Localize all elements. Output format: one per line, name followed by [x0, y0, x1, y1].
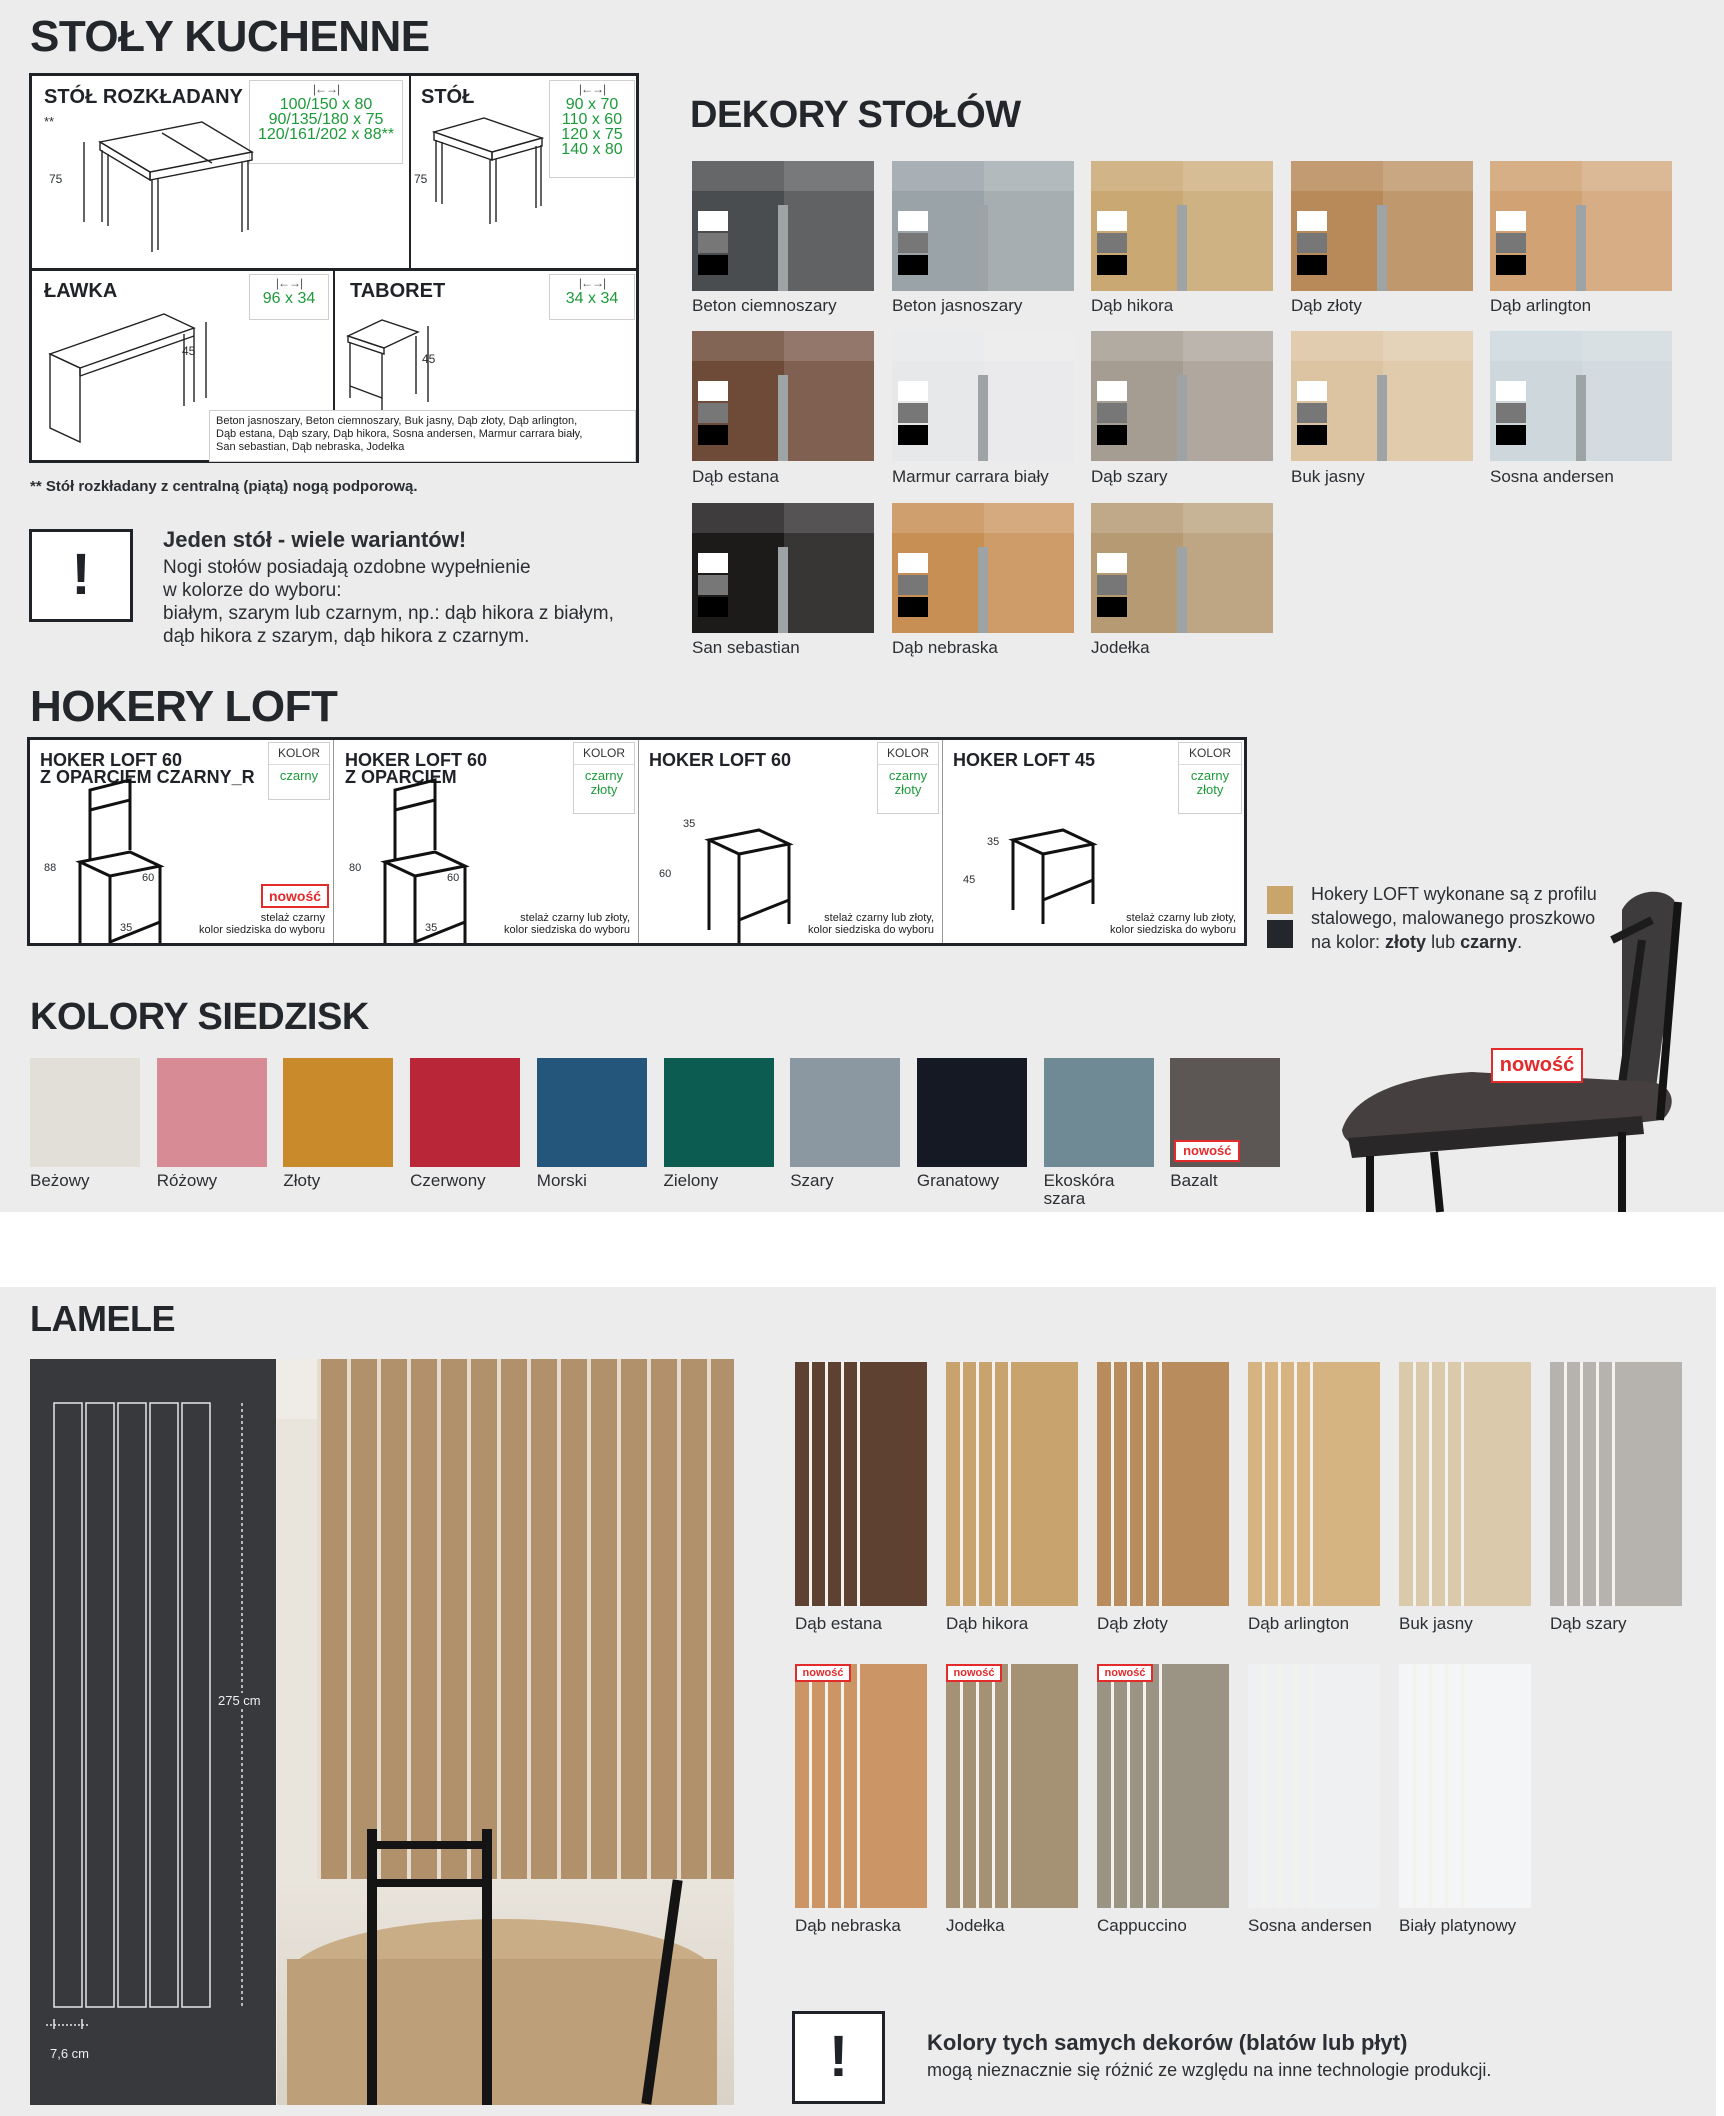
width-arrow-icon: |←→| [578, 276, 606, 290]
lamele-title: LAMELE [30, 1298, 175, 1339]
size-line: 34 x 34 [565, 290, 619, 307]
decor-label: Beton jasnoszary [892, 296, 1023, 315]
frame-info-text: . [1517, 932, 1523, 952]
decor-list-line: San sebastian, Dąb nebraska, Jodełka [216, 441, 405, 453]
chair-new-badge: nowość [1491, 1048, 1583, 1083]
lamele-label: Biały platynowy [1399, 1916, 1517, 1935]
stool-dim: 60 [142, 872, 155, 884]
size-line: 100/150 x 80 [279, 96, 373, 113]
seat-color-label: Beżowy [30, 1171, 90, 1190]
extendable-table-title: STÓŁ ROZKŁADANY [44, 86, 243, 108]
lamele-label: Jodełka [946, 1916, 1005, 1935]
stool-note: stelaż czarny lub złoty, kolor siedziska do wyboru [1110, 912, 1236, 936]
decors-title: DEKORY STOŁÓW [690, 94, 1021, 136]
seat-color-swatch [30, 1058, 140, 1167]
stool-drawing [342, 306, 462, 426]
decor-label: Jodełka [1091, 638, 1150, 657]
frame-gold-label: złoty [1385, 932, 1427, 952]
lamele-label: Dąb nebraska [795, 1916, 901, 1935]
decor-swatch [692, 161, 874, 291]
stool-name: HOKER LOFT 60 Z OPARCIEM [345, 750, 488, 787]
seat-new-badge: nowość [1174, 1140, 1240, 1162]
lamele-room-photo [277, 1359, 734, 2105]
size-line: 140 x 80 [561, 141, 623, 158]
seat-color-swatch [790, 1058, 900, 1167]
table-drawing [424, 112, 564, 232]
decor-label: Buk jasny [1291, 467, 1365, 486]
seat-color-swatch [283, 1058, 393, 1167]
seats-title: KOLORY SIEDZISK [30, 996, 369, 1038]
size-line: 90 x 70 [565, 96, 619, 113]
stool-drawing [70, 780, 210, 940]
stool-drawing [375, 780, 515, 940]
lamele-new-badge: nowość [946, 1664, 1002, 1682]
size-line: 120/161/202 x 88** [257, 126, 395, 143]
stool-sizes [549, 274, 635, 320]
tables-title: STOŁY KUCHENNE [30, 12, 430, 61]
lamele-swatch [1399, 1664, 1531, 1908]
stool-drawing [1003, 810, 1143, 943]
lamele-note-text: mogą nieznacznie się różnić ze względu na inne technologie produkcji. [927, 2060, 1492, 2080]
decor-label: Dąb nebraska [892, 638, 998, 657]
size-line: 96 x 34 [262, 290, 316, 307]
lamele-label: Dąb szary [1550, 1614, 1627, 1633]
seat-color-swatch [157, 1058, 267, 1167]
seat-color-swatch [664, 1058, 774, 1167]
stool-note: stelaż czarny lub złoty, kolor siedziska do wyboru [808, 912, 934, 936]
frame-info-line: Hokery LOFT wykonane są z profilu [1311, 884, 1597, 904]
width-arrow-icon: |←→| [312, 82, 340, 96]
seat-color-swatch [1044, 1058, 1154, 1167]
stool-new-badge: nowość [261, 884, 329, 908]
seat-color-label: Granatowy [916, 1171, 1000, 1190]
stool-dim: 35 [120, 922, 133, 934]
size-line: 120 x 75 [561, 126, 623, 143]
stool-name: HOKER LOFT 60 [649, 750, 792, 770]
seat-color-label: Złoty [283, 1171, 321, 1190]
lamele-width-label: 7,6 cm [50, 2046, 90, 2061]
seat-color-label: Zielony [663, 1171, 719, 1190]
stool-color-box: KOLOR czarny złoty [573, 742, 635, 814]
decor-swatch [1490, 331, 1672, 461]
lamele-height-label: 275 cm [218, 1693, 261, 1708]
lamele-swatch [1399, 1362, 1531, 1606]
seat-color-swatch [917, 1058, 1027, 1167]
decor-swatch [1091, 503, 1273, 633]
stool-note: stelaż czarny lub złoty, kolor siedziska do wyboru [504, 912, 630, 936]
lamele-swatch [1248, 1362, 1380, 1606]
size-line: 110 x 60 [561, 111, 623, 128]
decor-label: Dąb estana [692, 467, 779, 486]
decor-list-line: Dąb estana, Dąb szary, Dąb hikora, Sosna andersen, Marmur carrara biały, [216, 428, 583, 440]
stool-color-box: KOLOR czarny [268, 742, 330, 800]
decor-swatch [892, 331, 1074, 461]
frame-black-label: czarny [1460, 932, 1518, 952]
stool-color-box: KOLOR czarny złoty [877, 742, 939, 814]
lamele-swatch [1550, 1362, 1682, 1606]
seat-color-label: Morski [536, 1171, 587, 1190]
seat-color-label: Różowy [156, 1171, 218, 1190]
lamele-label: Dąb arlington [1248, 1614, 1350, 1633]
decor-swatch [692, 503, 874, 633]
stool-card [639, 740, 943, 943]
decor-swatch [1291, 161, 1473, 291]
seat-color-swatch [537, 1058, 647, 1167]
lamele-label: Dąb hikora [946, 1614, 1029, 1633]
decor-swatch [1091, 161, 1273, 291]
frame-info-text: na kolor: [1311, 932, 1386, 952]
decor-swatch [1291, 331, 1473, 461]
lamele-new-badge: nowość [795, 1664, 851, 1682]
lamele-swatch [1097, 1362, 1229, 1606]
decor-swatch [1091, 331, 1273, 461]
decor-swatch [692, 331, 874, 461]
lamele-swatch [795, 1362, 927, 1606]
bench-drawing [44, 304, 214, 454]
decor-label: Dąb arlington [1490, 296, 1592, 315]
size-line: 90/135/180 x 75 [268, 111, 384, 128]
stool-dim: 35 [425, 922, 438, 934]
bench-height: 45 [182, 344, 196, 358]
seat-color-label: Ekoskóra szara [1043, 1171, 1115, 1208]
lamele-label: Sosna andersen [1248, 1916, 1372, 1935]
info-line: dąb hikora z szarym, dąb hikora z czarnym. [163, 626, 530, 647]
table-height: 75 [414, 172, 428, 186]
exclamation-icon: ! [71, 542, 91, 607]
seat-color-label: Szary [790, 1171, 834, 1190]
bench-sizes [249, 274, 329, 320]
lamele-swatch [1097, 1664, 1229, 1908]
width-arrow-icon: |←→| [578, 82, 606, 96]
width-arrow-icon: |←→| [275, 276, 303, 290]
stools-panel [27, 737, 1247, 946]
stool-dim: 88 [44, 862, 57, 874]
stool-card [30, 740, 334, 943]
decor-label: Sosna andersen [1490, 467, 1614, 486]
lamele-note-title: Kolory tych samych dekorów (blatów lub płyt) [927, 2030, 1408, 2055]
info-line: Nogi stołów posiadają ozdobne wypełnienie [163, 557, 531, 578]
seat-color-swatch [410, 1058, 520, 1167]
lamele-swatch [795, 1664, 927, 1908]
seat-color-swatch [1170, 1058, 1280, 1167]
stools-title: HOKERY LOFT [30, 682, 338, 731]
info-line: w kolorze do wyboru: [163, 580, 342, 601]
stool-name: HOKER LOFT 45 [953, 750, 1096, 770]
stool-drawing [699, 810, 839, 943]
seat-color-label: Bazalt [1170, 1171, 1218, 1190]
table-decor-list [209, 410, 636, 462]
decor-label: Dąb szary [1091, 467, 1168, 486]
stool-name: HOKER LOFT 60 Z OPARCIEM CZARNY_R [40, 750, 255, 787]
tables-panel [29, 73, 639, 463]
lamele-label: Dąb złoty [1097, 1614, 1168, 1633]
frame-info-text: lub [1426, 932, 1461, 952]
bench-title: ŁAWKA [44, 280, 118, 302]
stool-card [943, 740, 1244, 943]
decor-swatch [1490, 161, 1672, 291]
decor-label: Marmur carrara biały [892, 467, 1049, 486]
loft-chair-photo [1322, 880, 1724, 1212]
table-title: STÓŁ [421, 86, 475, 108]
extendable-table-sizes [249, 80, 403, 164]
stool-height: 45 [422, 352, 436, 366]
extendable-table-mark: ** [44, 114, 55, 129]
seat-color-label: Czerwony [410, 1171, 486, 1190]
gold-frame-swatch [1267, 886, 1293, 914]
stool-title: TABORET [350, 280, 446, 302]
lamele-swatch [1248, 1664, 1380, 1908]
decor-swatch [892, 161, 1074, 291]
tables-info-title: Jeden stół - wiele wariantów! [163, 527, 467, 552]
stool-color-box: KOLOR czarny złoty [1178, 742, 1242, 814]
decor-label: Beton ciemnoszary [692, 296, 837, 315]
decor-swatch [892, 503, 1074, 633]
lamele-diagram-drawing [30, 1359, 276, 2105]
stool-dim: 45 [963, 874, 976, 886]
stool-dim: 35 [987, 836, 1000, 848]
lamele-swatch [946, 1362, 1078, 1606]
lamele-label: Buk jasny [1399, 1614, 1473, 1633]
decor-list-line: Beton jasnoszary, Beton ciemnoszary, Buk jasny, Dąb złoty, Dąb arlington, [216, 415, 578, 427]
decor-label: Dąb złoty [1291, 296, 1362, 315]
exclamation-icon: ! [828, 2024, 849, 2089]
decor-label: Dąb hikora [1091, 296, 1174, 315]
decor-label: San sebastian [692, 638, 800, 657]
tables-warning-box [29, 529, 133, 622]
stool-dim: 80 [349, 862, 362, 874]
stool-dim: 60 [447, 872, 460, 884]
lamele-label: Cappuccino [1097, 1916, 1187, 1935]
stool-card [335, 740, 639, 943]
stool-dim: 60 [659, 868, 672, 880]
extendable-table-height: 75 [49, 172, 63, 186]
black-frame-swatch [1267, 920, 1293, 948]
frame-info-line: stalowego, malowanego proszkowo [1311, 908, 1596, 928]
stool-note: stelaż czarny kolor siedziska do wyboru [199, 912, 325, 936]
lamele-swatch [946, 1664, 1078, 1908]
lamele-warning-box [792, 2011, 885, 2104]
lamele-label: Dąb estana [795, 1614, 882, 1633]
tables-footnote: ** Stół rozkładany z centralną (piątą) nogą podporową. [30, 478, 418, 495]
extendable-table-drawing [62, 112, 262, 262]
stool-dim: 35 [683, 818, 696, 830]
lamele-new-badge: nowość [1097, 1664, 1153, 1682]
info-line: białym, szarym lub czarnym, np.: dąb hikora z białym, [163, 603, 614, 624]
tables-info-text [163, 556, 614, 648]
